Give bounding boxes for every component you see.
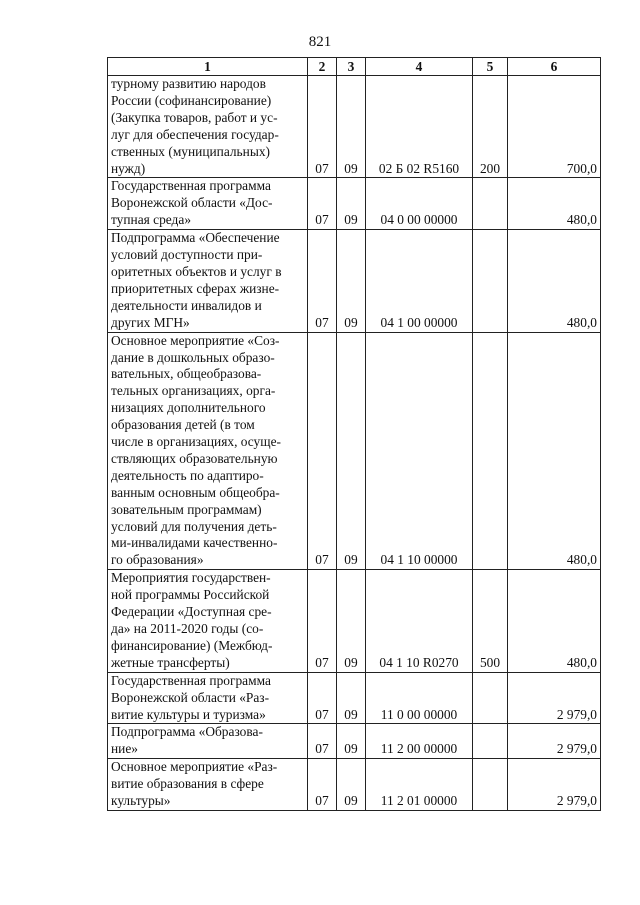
- column-header: 2: [308, 58, 337, 76]
- table-row: [108, 230, 601, 332]
- item-name-line: оритетных объектов и услуг в: [111, 263, 282, 279]
- item-name-cell: [108, 570, 308, 672]
- item-name-line: Государственная программа: [111, 178, 271, 194]
- item-name-line: ми-инвалидами качественно-: [111, 535, 278, 551]
- item-name-line: низациях дополнительного: [111, 400, 266, 416]
- item-name-line: приоритетных сферах жизне-: [111, 280, 280, 296]
- target-article-cell: 04 1 10 R0270: [366, 570, 473, 672]
- section-code-cell: 07: [308, 178, 337, 230]
- item-name-line: турному развитию народов: [111, 76, 266, 91]
- column-header: 5: [473, 58, 508, 76]
- subsection-code-cell: 09: [337, 759, 366, 811]
- section-code-cell: 07: [308, 570, 337, 672]
- item-name-line: условий для получения деть-: [111, 518, 277, 534]
- page-number: 821: [308, 34, 332, 50]
- item-name-cell: [108, 332, 308, 570]
- item-name-line: да» на 2011-2020 годы (со-: [111, 621, 264, 636]
- item-name-line: зовательным программам): [111, 501, 262, 517]
- item-name-line: ствляющих образовательную: [111, 450, 278, 466]
- amount-cell: 2 979,0: [508, 672, 601, 724]
- section-code-cell: 07: [308, 230, 337, 332]
- expense-type-cell: [473, 332, 508, 570]
- item-name-line: Мероприятия государствен-: [111, 570, 271, 586]
- amount-cell: 480,0: [508, 332, 601, 570]
- item-name-line: Воронежской области «Дос-: [111, 195, 273, 211]
- table-row: [108, 570, 601, 672]
- section-code-cell: 07: [308, 76, 337, 178]
- target-article-cell: 02 Б 02 R5160: [366, 76, 473, 178]
- item-name-line: деятельность по адаптиро-: [111, 467, 264, 483]
- table-header-row: [108, 58, 601, 76]
- table-row: [108, 724, 601, 759]
- item-name-line: го образования»: [111, 552, 204, 568]
- amount-cell: 480,0: [508, 570, 601, 672]
- item-name-line: культуры»: [111, 793, 171, 809]
- item-name-line: ственных (муниципальных): [111, 143, 270, 159]
- expense-type-cell: [473, 672, 508, 724]
- item-name-line: деятельности инвалидов и: [111, 297, 262, 313]
- section-code-cell: 07: [308, 332, 337, 570]
- table-row: [108, 178, 601, 230]
- item-name-cell: [108, 724, 308, 759]
- item-name-line: условий доступности при-: [111, 247, 263, 263]
- item-name-line: других МГН»: [111, 314, 190, 330]
- item-name-line: (Закупка товаров, работ и ус-: [111, 109, 278, 125]
- item-name-line: ние»: [111, 741, 138, 757]
- expense-type-cell: 200: [473, 76, 508, 178]
- subsection-code-cell: 09: [337, 724, 366, 759]
- item-name-line: витие образования в сфере: [111, 776, 264, 792]
- item-name-line: вательных, общеобразова-: [111, 366, 262, 382]
- section-code-cell: 07: [308, 759, 337, 811]
- target-article-cell: 11 2 01 00000: [366, 759, 473, 811]
- item-name-line: ной программы Российской: [111, 587, 270, 603]
- table-row: [108, 332, 601, 570]
- item-name-line: ванным основным общеобра-: [111, 484, 280, 500]
- budget-table: [107, 57, 601, 811]
- item-name-line: Основное мероприятие «Раз-: [111, 759, 278, 775]
- item-name-line: финансирование) (Межбюд-: [111, 637, 273, 653]
- subsection-code-cell: 09: [337, 178, 366, 230]
- expense-type-cell: [473, 759, 508, 811]
- item-name-cell: [108, 230, 308, 332]
- item-name-line: жетные трансферты): [111, 654, 230, 670]
- item-name-line: образования детей (в том: [111, 417, 255, 433]
- table-body: [108, 76, 601, 811]
- amount-cell: 700,0: [508, 76, 601, 178]
- item-name-line: дание в дошкольных образо-: [111, 349, 275, 365]
- expense-type-cell: [473, 230, 508, 332]
- subsection-code-cell: 09: [337, 672, 366, 724]
- item-name-line: Основное мероприятие «Соз-: [111, 332, 280, 348]
- table-row: [108, 759, 601, 811]
- item-name-line: Государственная программа: [111, 672, 271, 688]
- item-name-line: Воронежской области «Раз-: [111, 689, 270, 705]
- item-name-cell: [108, 672, 308, 724]
- amount-cell: 480,0: [508, 230, 601, 332]
- item-name-line: тельных организациях, орга-: [111, 383, 276, 399]
- table-row: [108, 672, 601, 724]
- item-name-line: Подпрограмма «Обеспечение: [111, 230, 280, 246]
- column-header: 1: [108, 58, 308, 76]
- expense-type-cell: [473, 178, 508, 230]
- subsection-code-cell: 09: [337, 570, 366, 672]
- amount-cell: 2 979,0: [508, 759, 601, 811]
- item-name-cell: [108, 759, 308, 811]
- column-header: 6: [508, 58, 601, 76]
- amount-cell: 480,0: [508, 178, 601, 230]
- item-name-line: нужд): [111, 160, 146, 176]
- subsection-code-cell: 09: [337, 76, 366, 178]
- table-row: [108, 76, 601, 178]
- item-name-line: луг для обеспечения государ-: [111, 126, 279, 142]
- item-name-line: числе в организациях, осуще-: [111, 434, 281, 450]
- item-name-line: Федерации «Доступная сре-: [111, 604, 272, 620]
- item-name-line: тупная среда»: [111, 212, 192, 228]
- column-header: 4: [366, 58, 473, 76]
- expense-type-cell: 500: [473, 570, 508, 672]
- item-name-line: России (софинансирование): [111, 92, 272, 108]
- item-name-cell: [108, 76, 308, 178]
- target-article-cell: 11 2 00 00000: [366, 724, 473, 759]
- section-code-cell: 07: [308, 672, 337, 724]
- column-header: 3: [337, 58, 366, 76]
- target-article-cell: 04 0 00 00000: [366, 178, 473, 230]
- section-code-cell: 07: [308, 724, 337, 759]
- item-name-line: витие культуры и туризма»: [111, 706, 266, 722]
- item-name-cell: [108, 178, 308, 230]
- target-article-cell: 04 1 10 00000: [366, 332, 473, 570]
- target-article-cell: 11 0 00 00000: [366, 672, 473, 724]
- target-article-cell: 04 1 00 00000: [366, 230, 473, 332]
- expense-type-cell: [473, 724, 508, 759]
- subsection-code-cell: 09: [337, 230, 366, 332]
- subsection-code-cell: 09: [337, 332, 366, 570]
- item-name-line: Подпрограмма «Образова-: [111, 724, 263, 740]
- amount-cell: 2 979,0: [508, 724, 601, 759]
